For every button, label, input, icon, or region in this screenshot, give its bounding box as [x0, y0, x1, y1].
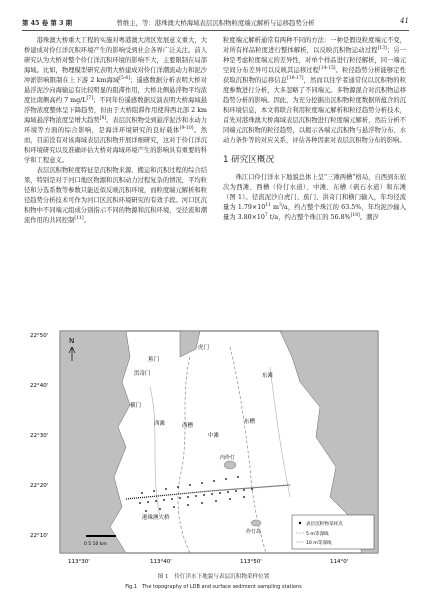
legend-label: 表层沉积物采样点: [306, 522, 343, 527]
place-label: 蕉门: [148, 357, 160, 363]
scale-label: 0 5 10 km: [84, 542, 107, 547]
place-label: 港珠澳大桥: [142, 515, 170, 521]
place-label: 横门: [130, 403, 142, 409]
paragraph: 表层沉积物粒度特征是沉积物来源、搬运和沉积过程的综合结果，特别是对于河口地区物源和沉积动力过程复杂的情况，平均粒径和分选系数等参数只能近似反映沉积环境，而粒度端元解析和粒径趋势分析技术可作为河口区沉积环境研究的有效手段。河口区沉积物中不同端元组成分别指示不同的物源和沉积环境，受径流和潮流作用的共同控制[11]。: [24, 167, 207, 224]
lon-label: 113°50': [240, 559, 262, 565]
running-title: 曾维主，等：港珠澳大桥海域表层沉积物粒度端元解析与运移趋势分析: [116, 19, 315, 27]
section-heading: 1 研究区概况: [223, 155, 275, 165]
page-header: [22, 10, 409, 31]
lon-label: 113°40': [150, 559, 172, 565]
journal-volume: 第 45 卷 第 3 期: [22, 19, 73, 27]
north-label: N: [69, 337, 75, 345]
lat-label: 22°30': [30, 433, 49, 439]
island-lingding: [251, 520, 261, 526]
lon-label: 113°30': [68, 559, 90, 565]
paragraph: 港珠澳大桥重大工程的实施对粤港澳大湾区发展意义重大，大桥建成对伶仃洋沉积环境产生的影响受到社会各界广泛关注。前人研究认为大桥对整个伶仃洋沉积环境的影响不大，主要限制在局部海域。比如，物理模型研究表明大桥建成对伶仃洋潮流动力和泥沙冲淤影响限制在上下游 2 km海域[5-6]；遥感数据分析表明大桥对悬浮泥沙向海输运有比较明显的阻滞作用，大桥北侧悬浮物平均浓度比南侧高约 7 mg/L[7]；不同年份遥感数据反演表明大桥海域悬浮物浓度整体呈下降趋势，但由于大桥阻滞作用使得西北部 2 km海域悬浮物浓度呈增大趋势[8]。表层沉积物受到悬浮泥沙和水动力环境等方面的综合影响，是海洋环境研究的良好载体[9-10]。然而，目前没有对该海域表层沉积物开展详细研究，这对于伶仃洋沉积环境研究以及准确评估大桥对海域环境产生的影响具有重要的科学和工程意义。: [24, 37, 208, 164]
paragraph: 粒度端元解析通常有两种不同的方法：一种是假设粒度端元不变，对所有样品粒度进行整体解析，以反映沉积物运动过程[13]；另一种是考虑粒度端元的差异性，对单个样品进行粒径解析，同一端元空间分布差异可以反映其运移过程[14-15]。粒径趋势分析能够定性获取沉积物的运移信息[16-17]，然而以往学者通常仅以沉积物的粒度参数进行分析，大多忽略了不同端元。多物源混合对沉积物运移趋势分析的影响。因此，为充分挖掘出沉积物粒度数据所蕴含的沉积环境信息，本文将联合利用粒度端元解析和粒径趋势分析技术，首先对港珠澳大桥海域表层沉积物进行粒度端元解析，然后分析不同端元沉积物的粒径趋势，以揭示各端元沉积物与悬浮物分布、水动力条件等的对应关系，评估各种因素对表层沉积物分布的影响。: [223, 37, 407, 144]
lat-label: 22°50': [30, 333, 49, 339]
map-svg: [30, 327, 396, 568]
place-label: 洪奇门: [134, 371, 151, 377]
place-label: 东槽: [244, 419, 256, 425]
place-label: 内伶仃: [220, 455, 236, 461]
place-label: 虎门: [198, 345, 210, 351]
figure-caption-cn: 图 1 伶仃洋水下地貌与表层沉积物采样位置: [157, 574, 270, 580]
right-column: [223, 36, 406, 223]
legend-label: 10 m等深线: [306, 541, 332, 546]
figure-caption-en: Fig.1 The topography of LDB and surface sediment sampling stations: [125, 584, 302, 590]
page-number: 41: [400, 17, 409, 25]
place-label: 西滩: [154, 421, 166, 427]
legend-label: 5 m等深线: [306, 532, 329, 537]
map-legend: [292, 515, 374, 549]
study-area-map: [30, 327, 396, 568]
place-label: 西槽: [182, 423, 194, 429]
lat-label: 22°10': [30, 533, 49, 539]
place-label: 中滩: [208, 433, 220, 439]
place-label: 伶仃岛: [246, 529, 262, 535]
place-label: 东滩: [262, 373, 274, 379]
lat-label: 22°40': [30, 383, 49, 389]
scale-bar: [86, 535, 116, 537]
lon-label: 114°0': [330, 559, 349, 565]
legend-point-icon: [299, 522, 301, 524]
paragraph: 珠江口伶仃洋水下地貌总体上呈“三滩两槽”格局，自西到东依次为西滩、西槽（伶仃水道）、中滩、东槽（矾石水道）和东滩（图 1）。径流泥沙自虎门、蕉门、洪奇门和横门输入，年均径流量为 $1.79\times 10^{11}$ $m^3/a$，约占整个珠江的 63.5%，年均泥沙输入量为 $3.80\times 10^7$ t/a，约占整个珠江的 56.8%[18]。潮汐: [223, 174, 406, 221]
lat-label: 22°20': [30, 483, 49, 489]
island-neilingding: [224, 461, 236, 469]
left-column: [24, 36, 207, 226]
